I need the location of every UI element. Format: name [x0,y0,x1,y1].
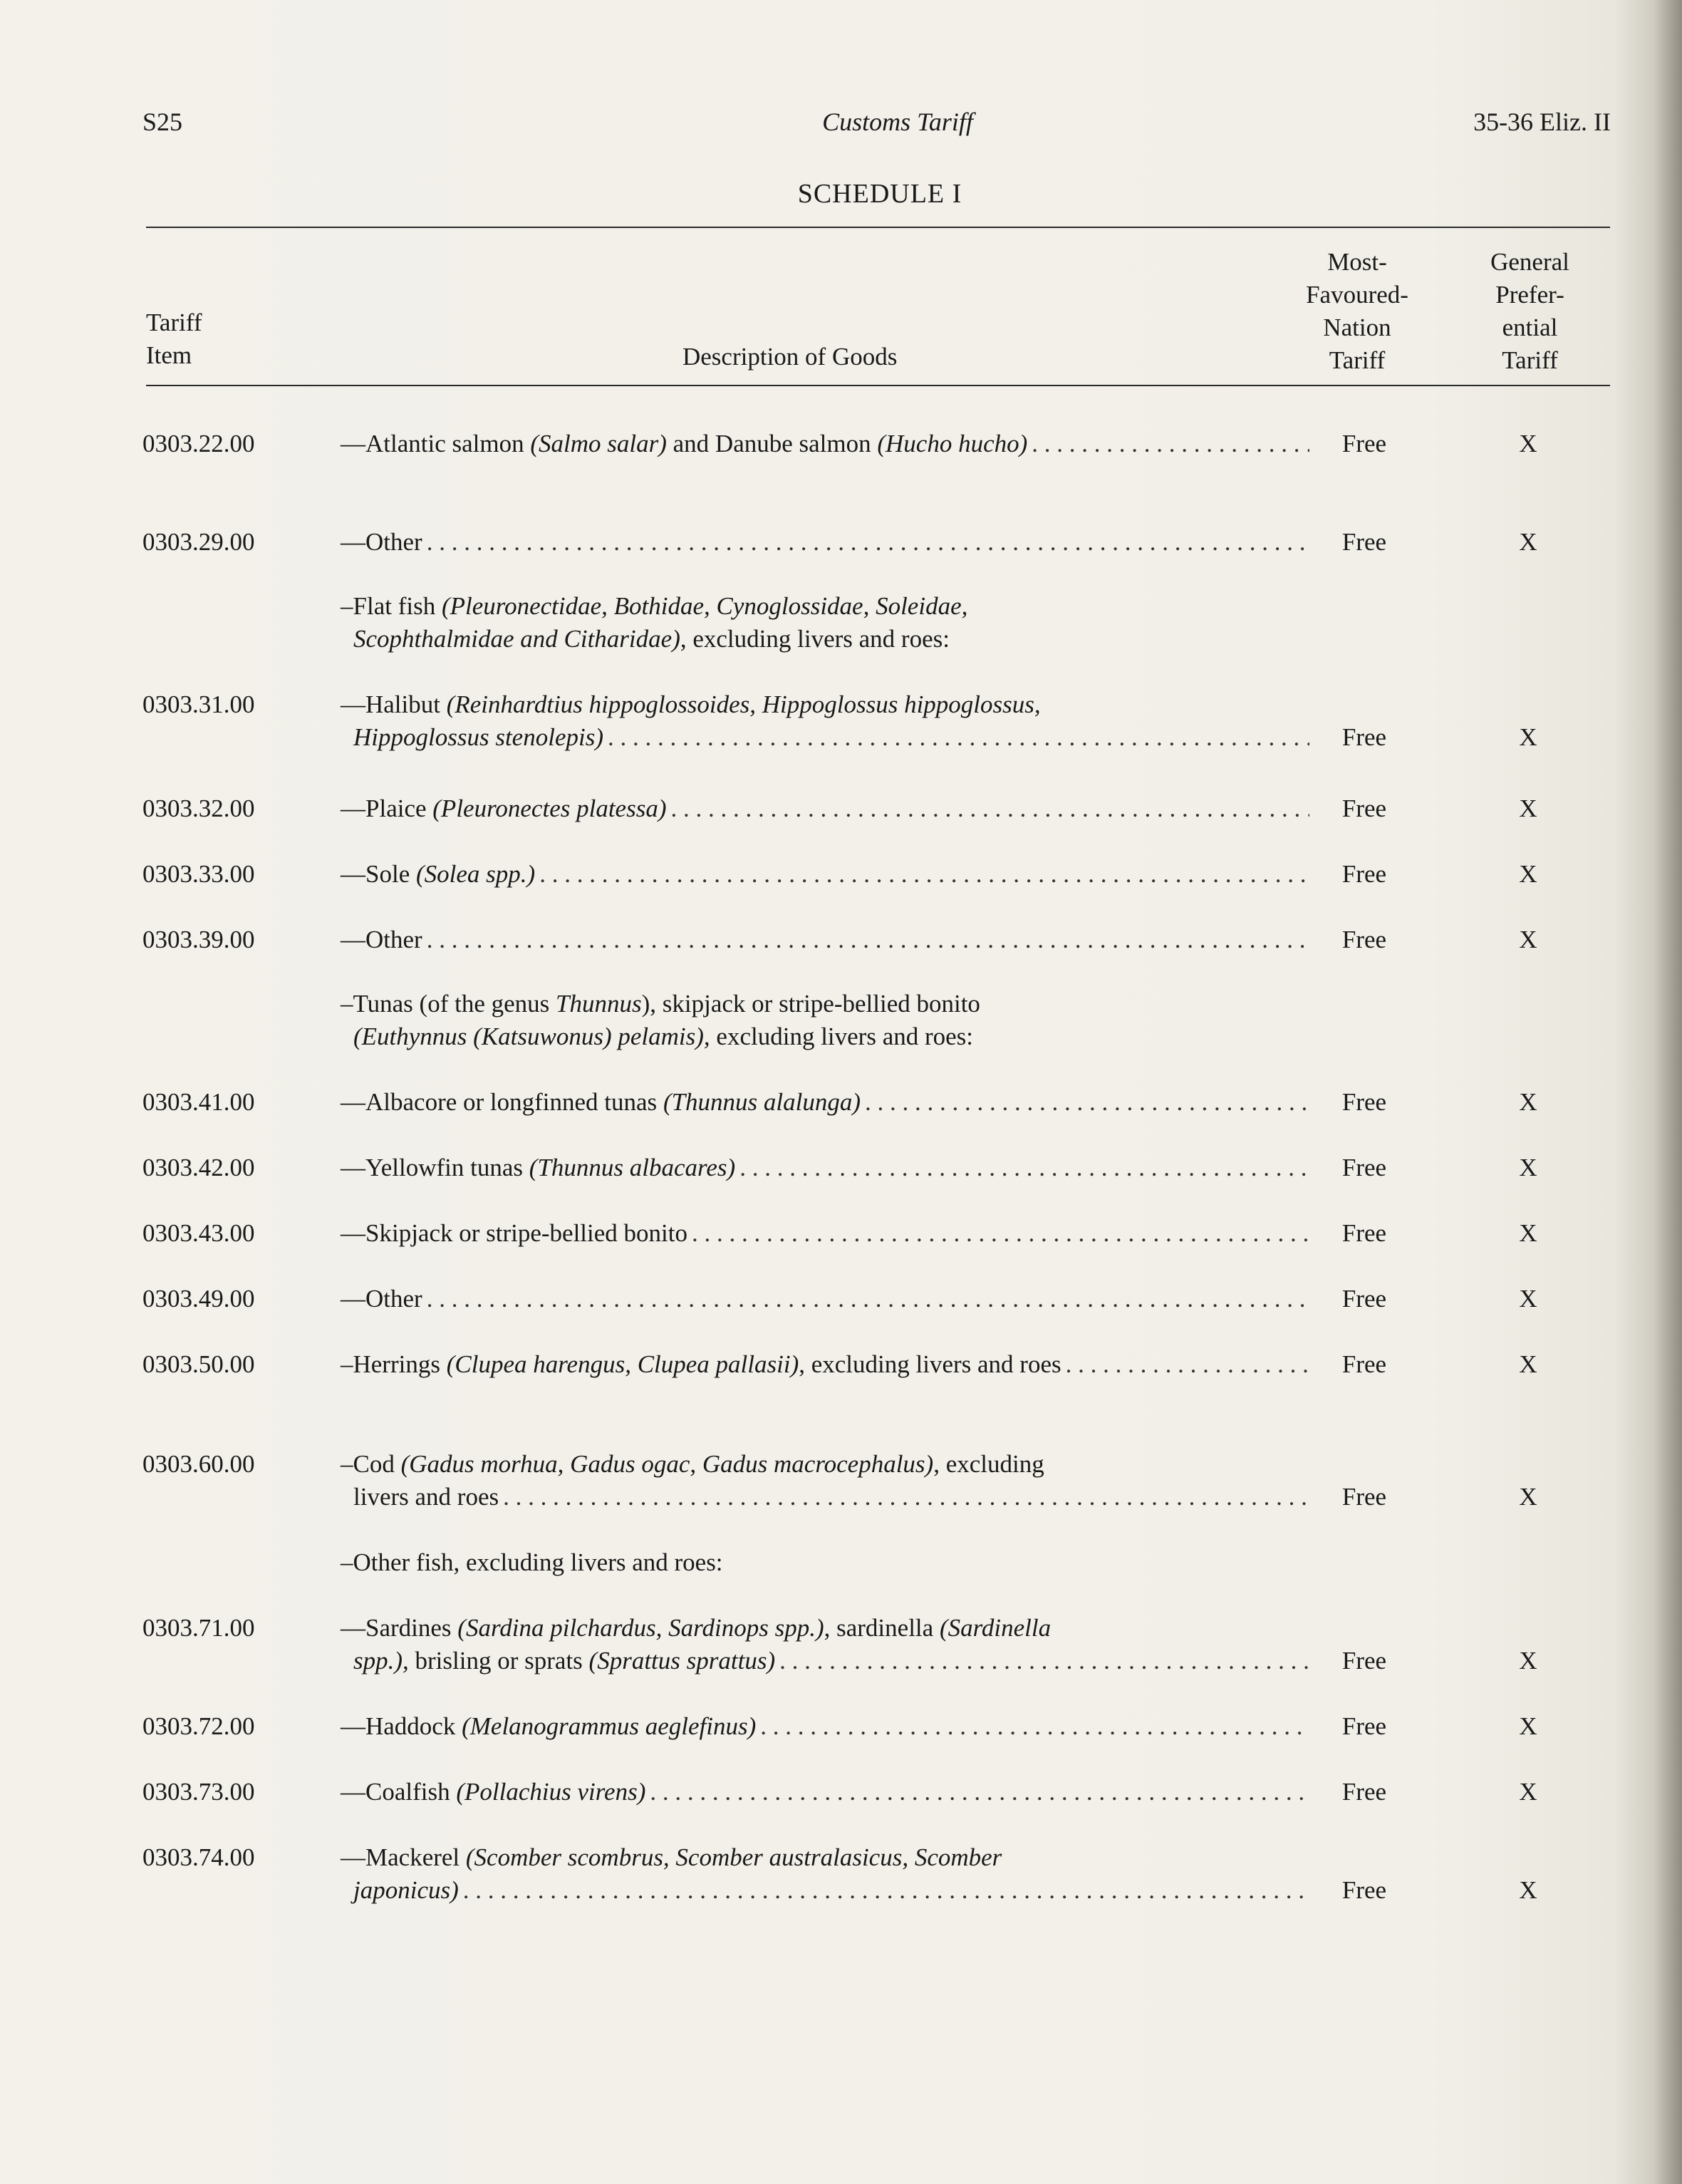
tariff-item-code: 0303.42.00 [142,1154,255,1181]
goods-description [341,1546,1309,1579]
scientific-name: (Sardinella [939,1614,1052,1642]
description-line [341,1448,1309,1481]
mfn-rate: Free [1341,795,1387,822]
description-text [341,1448,1044,1481]
mfn-rate: Free [1341,1483,1387,1511]
description-fragment: —Other [341,528,422,556]
header-rule [146,385,1610,386]
column-header-tariff-item [146,306,202,372]
schedule-title: SCHEDULE I [797,179,962,209]
goods-description [341,688,1309,754]
description-text [341,792,666,825]
gpt-rate: X [1519,860,1537,888]
dot-leader [608,721,1309,754]
dot-leader [1066,1348,1309,1381]
description-fragment: —Haddock [341,1712,462,1740]
scientific-name: (Melanogrammus aeglefinus) [462,1712,757,1740]
description-line [341,1283,1309,1315]
tariff-item-code: 0303.39.00 [142,926,255,953]
description-text [341,1151,735,1184]
dot-leader [650,1776,1309,1808]
description-fragment: –Herrings [341,1350,447,1378]
description-line [341,623,1309,656]
description-line [341,858,1309,891]
gpt-rate: X [1519,1350,1537,1378]
description-fragment: ), skipjack or stripe-bellied bonito [641,990,980,1018]
column-header-line: Tariff [1502,346,1558,374]
gpt-rate: X [1519,1778,1537,1806]
tariff-item-code: 0303.74.00 [142,1843,255,1871]
description-fragment: excluding livers and roes: [710,1023,974,1050]
column-header-line: Tariff [1329,346,1386,374]
description-line [341,1546,1309,1579]
gpt-rate: X [1519,528,1537,556]
description-text [341,688,1041,721]
description-fragment: —Coalfish [341,1778,457,1806]
description-line [341,721,1309,754]
description-text [353,1020,973,1053]
description-text [341,923,422,956]
goods-description [341,1086,1309,1119]
gpt-rate: X [1519,795,1537,822]
column-header-line: Prefer- [1495,281,1564,309]
description-fragment: , excluding livers and roes: [680,625,950,653]
description-fragment: –Other fish, excluding livers and roes: [341,1548,723,1576]
description-line [341,428,1309,460]
description-line [341,1841,1309,1874]
scientific-name: (Salmo salar) [530,430,667,457]
dot-leader [427,1283,1309,1315]
dot-leader [760,1710,1309,1743]
gpt-rate: X [1519,1712,1537,1740]
dot-leader [427,526,1309,559]
tariff-item-code: 0303.60.00 [142,1450,255,1478]
column-header-line: General [1490,248,1569,276]
mfn-rate: Free [1341,1876,1387,1904]
dot-leader [692,1217,1309,1250]
description-text [341,1283,422,1315]
description-fragment: —Other [341,1285,422,1313]
tariff-item-code: 0303.22.00 [142,430,255,457]
tariff-item-code: 0303.32.00 [142,795,255,822]
description-fragment: livers and roes [353,1483,499,1511]
description-text [341,858,535,891]
description-line [341,1874,1309,1907]
description-line [341,1776,1309,1808]
goods-description [341,1612,1309,1677]
description-fragment: —Halibut [341,690,447,718]
goods-description [341,1151,1309,1184]
dot-leader [427,923,1309,956]
goods-description [341,1448,1309,1513]
description-fragment: brisling or sprats [408,1647,589,1675]
description-text [353,721,603,754]
gpt-rate: X [1519,1219,1537,1247]
description-line [341,1217,1309,1250]
goods-description [341,792,1309,825]
mfn-rate: Free [1341,1712,1387,1740]
column-header-gpt-tariff [1468,246,1592,377]
tariff-item-code: 0303.72.00 [142,1712,255,1740]
description-fragment: –Cod [341,1450,401,1478]
goods-description [341,858,1309,891]
scientific-name: (Pleuronectidae, Bothidae, Cynoglossidae, Soleidae, [441,592,968,620]
mfn-rate: Free [1341,860,1387,888]
scientific-name: (Scomber scombrus, Scomber australasicus, Scomber [465,1843,1002,1871]
mfn-rate: Free [1341,1285,1387,1313]
gpt-rate: X [1519,1483,1537,1511]
goods-description [341,923,1309,956]
description-fragment: –Tunas (of the genus [341,990,556,1018]
mfn-rate: Free [1341,430,1387,457]
description-text [341,590,967,623]
description-line [341,1612,1309,1645]
description-fragment: —Skipjack or stripe-bellied bonito [341,1219,687,1247]
description-fragment: –Flat fish [341,592,442,620]
scientific-name: (Thunnus albacares) [529,1154,736,1181]
description-line [341,1020,1309,1053]
description-line [341,923,1309,956]
description-line [341,1086,1309,1119]
column-header-line: Item [146,341,192,369]
description-line [341,988,1309,1020]
description-line [341,590,1309,623]
scientific-name: (Pollachius virens) [456,1778,646,1806]
dot-leader [463,1874,1309,1907]
description-fragment: —Yellowfin tunas [341,1154,529,1181]
description-line [341,526,1309,559]
goods-description [341,1283,1309,1315]
description-line [341,1710,1309,1743]
description-text [341,1086,861,1119]
description-fragment: —Plaice [341,795,433,822]
description-text [341,1546,723,1579]
tariff-item-code: 0303.29.00 [142,528,255,556]
description-text [341,988,980,1020]
tariff-item-code: 0303.71.00 [142,1614,255,1642]
scientific-name: Hippoglossus stenolepis) [353,723,603,751]
mfn-rate: Free [1341,1778,1387,1806]
description-text [341,1841,1002,1874]
description-line [341,688,1309,721]
tariff-item-code: 0303.33.00 [142,860,255,888]
description-text [353,1874,459,1907]
scientific-name: (Pleuronectes platessa) [432,795,667,822]
description-fragment: , sardinella [824,1614,940,1642]
column-header-mfn-tariff [1293,246,1421,377]
description-text [341,1348,1061,1381]
goods-description [341,1348,1309,1381]
description-line [341,1645,1309,1677]
dot-leader [539,858,1309,891]
scientific-name: (Hucho hucho) [877,430,1028,457]
tariff-item-code: 0303.43.00 [142,1219,255,1247]
goods-description [341,1217,1309,1250]
description-fragment: —Mackerel [341,1843,466,1871]
goods-description [341,526,1309,559]
tariff-item-code: 0303.73.00 [142,1778,255,1806]
tariff-item-code: 0303.50.00 [142,1350,255,1378]
dot-leader [779,1645,1309,1677]
description-line [341,792,1309,825]
description-fragment: and Danube salmon [666,430,878,457]
column-header-line: Tariff [146,309,202,336]
column-header-line: ential [1502,314,1558,341]
scientific-name: (Solea spp.) [415,860,536,888]
gpt-rate: X [1519,1285,1537,1313]
description-text [341,1217,687,1250]
description-text [353,623,950,656]
description-text [341,1612,1051,1645]
description-line [341,1151,1309,1184]
mfn-rate: Free [1341,723,1387,751]
description-line [341,1481,1309,1513]
scientific-name: Thunnus [556,990,642,1018]
scientific-name: japonicus) [353,1876,459,1904]
gpt-rate: X [1519,1876,1537,1904]
tariff-item-code: 0303.31.00 [142,690,255,718]
tariff-item-code: 0303.49.00 [142,1285,255,1313]
page-number: S25 [142,108,183,136]
scientific-name: (Clupea harengus, Clupea pallasii) [446,1350,799,1378]
dot-leader [1032,428,1309,460]
gpt-rate: X [1519,926,1537,953]
dot-leader [503,1481,1309,1513]
goods-description [341,590,1309,656]
description-line [341,1348,1309,1381]
scientific-name: (Euthynnus (Katsuwonus) pelamis), [353,1023,710,1050]
mfn-rate: Free [1341,1350,1387,1378]
goods-description [341,1710,1309,1743]
dot-leader [670,792,1309,825]
scientific-name: (Sardina pilchardus, Sardinops spp.) [457,1614,824,1642]
description-fragment: —Sardines [341,1614,458,1642]
mfn-rate: Free [1341,1647,1387,1675]
goods-description [341,1776,1309,1808]
description-fragment: —Sole [341,860,416,888]
description-fragment: , excluding [933,1450,1044,1478]
scientific-name: (Reinhardtius hippoglossoides, Hippoglossus hippoglossus, [446,690,1041,718]
goods-description [341,988,1309,1053]
running-title: Customs Tariff [822,108,973,136]
description-text [341,1710,756,1743]
gpt-rate: X [1519,1154,1537,1181]
description-text [341,428,1027,460]
gpt-rate: X [1519,723,1537,751]
mfn-rate: Free [1341,926,1387,953]
gpt-rate: X [1519,1088,1537,1116]
goods-description [341,428,1309,460]
mfn-rate: Free [1341,1219,1387,1247]
top-rule [146,227,1610,228]
scientific-name: Scophthalmidae and Citharidae) [353,625,680,653]
description-fragment: —Other [341,926,422,953]
tariff-item-code: 0303.41.00 [142,1088,255,1116]
column-header-line: Nation [1323,314,1391,341]
description-text [353,1645,775,1677]
scientific-name: (Sprattus sprattus) [588,1647,776,1675]
dot-leader [865,1086,1309,1119]
mfn-rate: Free [1341,528,1387,556]
scientific-name: spp.), [353,1647,409,1675]
description-fragment: —Albacore or longfinned tunas [341,1088,663,1116]
description-text [341,526,422,559]
scientific-name: (Gadus morhua, Gadus ogac, Gadus macrocephalus) [400,1450,934,1478]
regnal-year: 35-36 Eliz. II [1473,108,1611,136]
column-header-line: Favoured- [1306,281,1408,309]
mfn-rate: Free [1341,1154,1387,1181]
column-header-description: Description of Goods [682,343,898,371]
gpt-rate: X [1519,430,1537,457]
description-text [353,1481,499,1513]
column-header-line: Most- [1327,248,1387,276]
gpt-rate: X [1519,1647,1537,1675]
description-fragment: , excluding livers and roes [799,1350,1061,1378]
page-edge-shadow [1654,0,1682,2184]
scientific-name: (Thunnus alalunga) [663,1088,861,1116]
description-fragment: —Atlantic salmon [341,430,531,457]
dot-leader [739,1151,1309,1184]
goods-description [341,1841,1309,1907]
description-text [341,1776,645,1808]
mfn-rate: Free [1341,1088,1387,1116]
